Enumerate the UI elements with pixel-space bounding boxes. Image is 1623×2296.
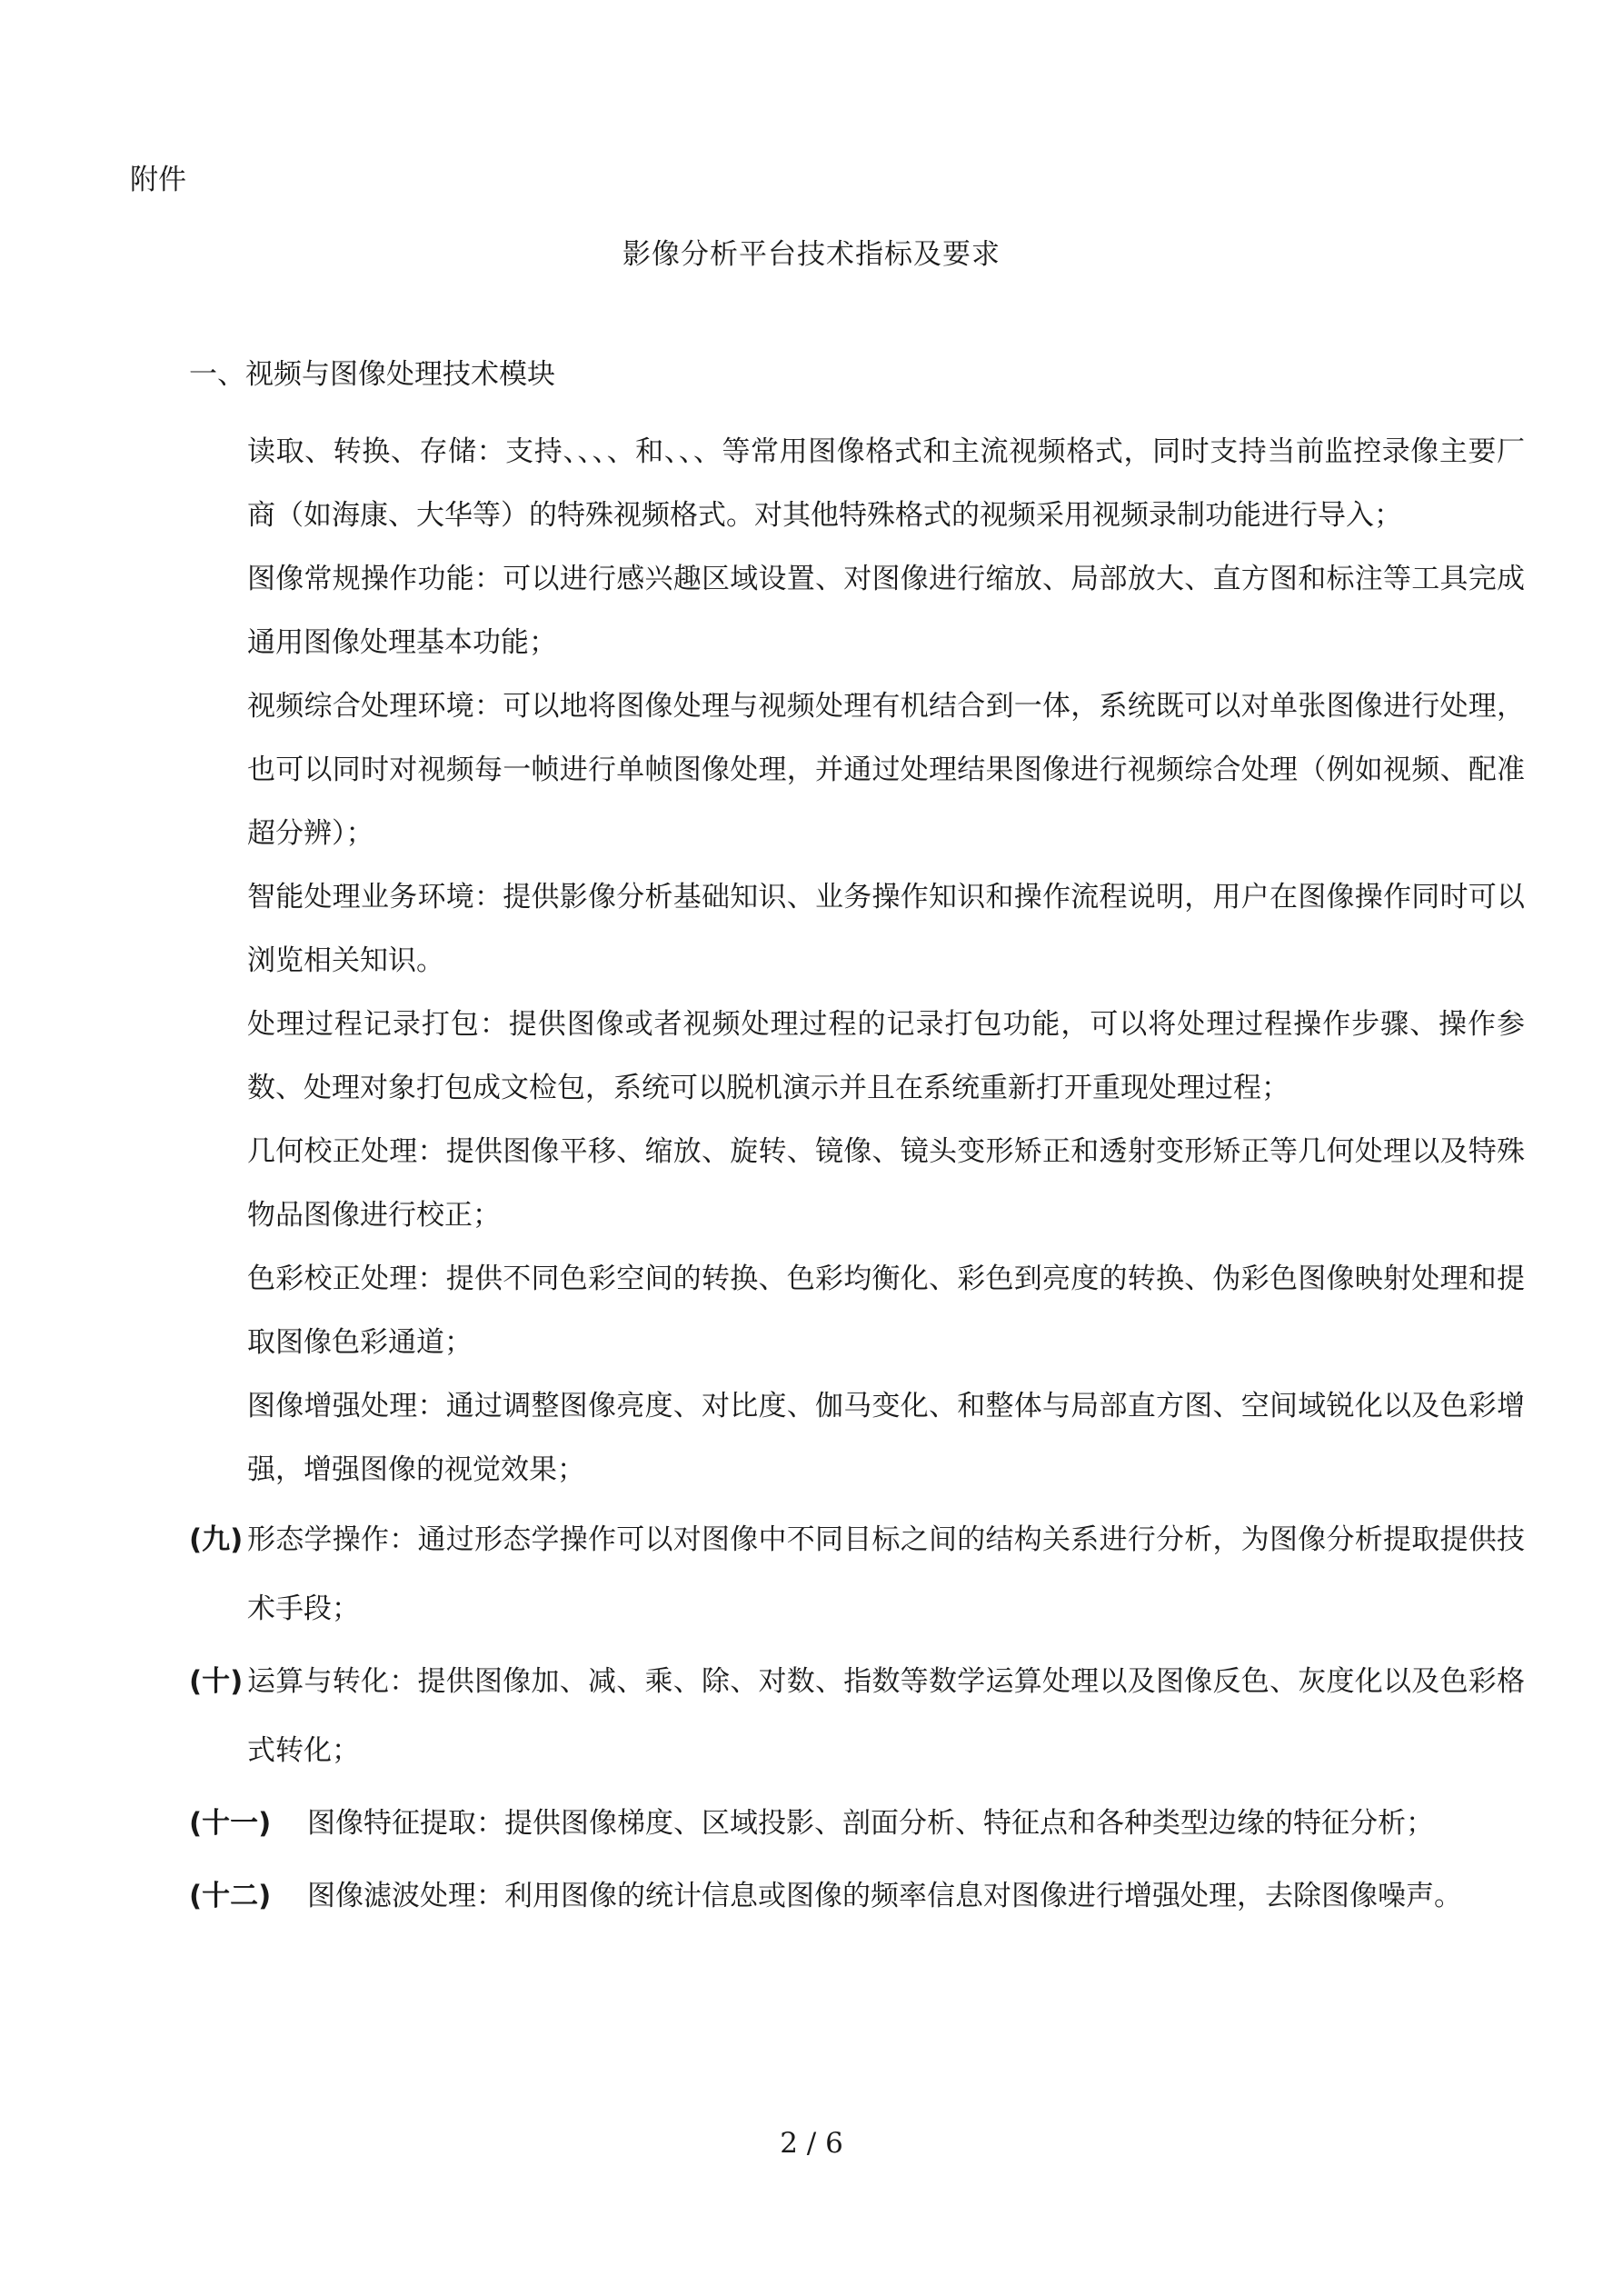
item-text: 色彩校正处理：提供不同色彩空间的转换、色彩均衡化、彩色到亮度的转换、伪彩色图像映射处理和提取图像色彩通道； [247,1263,1525,1359]
item-text: 几何校正处理：提供图像平移、缩放、旋转、镜像、镜头变形矫正和透射变形矫正等几何处理以及特殊物品图像进行校正； [247,1135,1525,1232]
item-number: (十) [189,1665,244,1698]
list-item [189,993,1525,1120]
item-text: 图像特征提取：提供图像梯度、区域投影、剖面分析、特征点和各种类型边缘的特征分析； [307,1807,1434,1840]
item-number: (九) [189,1523,244,1556]
attachment-label: 附件 [130,164,186,196]
list-item [189,674,1525,865]
document-title: 影像分析平台技术指标及要求 [622,238,1001,271]
list-item [189,1374,1525,1502]
item-text: 形态学操作：通过形态学操作可以对图像中不同目标之间的结构关系进行分析，为图像分析提取提供技术手段； [247,1523,1525,1625]
list-item [189,547,1525,674]
requirements-list [189,420,1525,1931]
item-text: 智能处理业务环境：提供影像分析基础知识、业务操作知识和操作流程说明，用户在图像操作同时可以浏览相关知识。 [247,881,1525,977]
section-heading: 一、视频与图像处理技术模块 [189,358,555,391]
item-text: 图像常规操作功能：可以进行感兴趣区域设置、对图像进行缩放、局部放大、直方图和标注等工具完成通用图像处理基本功能； [247,563,1525,659]
list-item [189,1247,1525,1374]
list-item [189,1647,1525,1785]
item-text: 运算与转化：提供图像加、减、乘、除、对数、指数等数学运算处理以及图像反色、灰度化以及色彩格式转化； [247,1665,1525,1767]
item-text: 视频综合处理环境：可以地将图像处理与视频处理有机结合到一体，系统既可以对单张图像进行处理，也可以同时对视频每一帧进行单帧图像处理，并通过处理结果图像进行视频综合处理（例如视频、配准超分辨）； [247,690,1525,850]
item-number: (十二) [189,1880,272,1912]
item-text: 读取、转换、存储：支持、、、、和、、、等常用图像格式和主流视频格式，同时支持当前监控录像主要厂商（如海康、大华等）的特殊视频格式。对其他特殊格式的视频采用视频录制功能进行导入； [247,435,1525,532]
list-item [189,1120,1525,1247]
list-item [189,1789,1525,1858]
page-number: 2 / 6 [780,2127,843,2160]
item-number: (十一) [189,1807,272,1840]
list-item [189,1862,1525,1931]
item-text: 图像滤波处理：利用图像的统计信息或图像的频率信息对图像进行增强处理，去除图像噪声。 [307,1880,1462,1912]
list-item [189,1505,1525,1643]
item-text: 处理过程记录打包：提供图像或者视频处理过程的记录打包功能，可以将处理过程操作步骤、操作参数、处理对象打包成文检包，系统可以脱机演示并且在系统重新打开重现处理过程； [247,1008,1525,1104]
item-text: 图像增强处理：通过调整图像亮度、对比度、伽马变化、和整体与局部直方图、空间域锐化以及色彩增强，增强图像的视觉效果； [247,1390,1525,1486]
list-item [189,865,1525,993]
list-item [189,420,1525,547]
